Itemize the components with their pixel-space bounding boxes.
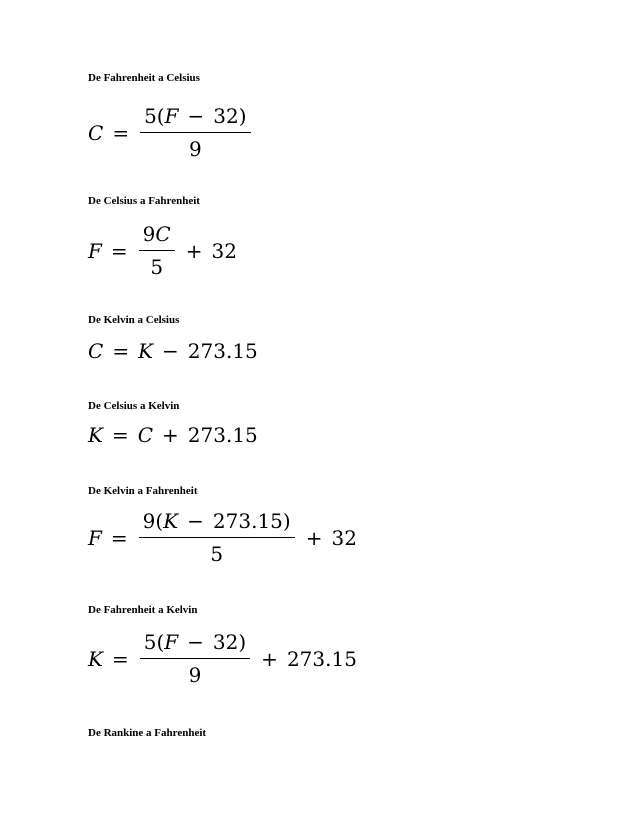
equals-sign: = xyxy=(111,646,129,671)
fraction-numerator: 5(F − 32) xyxy=(144,104,247,128)
formula-variable: K xyxy=(88,646,103,671)
section-heading: De Fahrenheit a Kelvin xyxy=(88,604,198,616)
plus-sign: + xyxy=(185,238,203,263)
formula-variable: C xyxy=(88,339,104,363)
formula-variable: K xyxy=(138,339,154,363)
fraction-denominator: 5 xyxy=(210,542,224,566)
formula-kelvin-to-fahrenheit xyxy=(88,509,357,566)
section-heading: De Kelvin a Fahrenheit xyxy=(88,485,198,497)
fraction xyxy=(140,630,250,687)
section-heading: De Kelvin a Celsius xyxy=(88,314,180,326)
section-heading: De Celsius a Kelvin xyxy=(88,400,180,412)
section-heading: De Rankine a Fahrenheit xyxy=(88,727,207,739)
formula-variable: C xyxy=(88,120,104,145)
fraction-denominator: 5 xyxy=(150,255,164,279)
fraction-numerator: 9C xyxy=(142,222,171,246)
formula-constant: 32 xyxy=(331,525,357,550)
formula-constant: 273.15 xyxy=(286,646,357,671)
section-heading: De Celsius a Fahrenheit xyxy=(88,195,200,207)
fraction-numerator: 9(K − 273.15) xyxy=(142,509,291,533)
equals-sign: = xyxy=(110,525,128,550)
equals-sign: = xyxy=(112,339,130,363)
fraction xyxy=(140,104,250,161)
formula-constant: 32 xyxy=(211,238,237,263)
section-heading: De Fahrenheit a Celsius xyxy=(88,72,200,84)
formula-variable: K xyxy=(88,423,103,447)
formula-fahrenheit-to-kelvin xyxy=(88,630,357,687)
equals-sign: = xyxy=(110,238,128,263)
fraction xyxy=(139,222,175,279)
formula-celsius-to-kelvin xyxy=(88,423,258,447)
plus-sign: + xyxy=(305,525,323,550)
formula-variable: F xyxy=(88,238,102,263)
fraction-numerator: 5(F − 32) xyxy=(143,630,247,654)
fraction-denominator: 9 xyxy=(188,663,202,687)
formula-kelvin-to-celsius xyxy=(88,339,258,363)
equals-sign: = xyxy=(112,120,130,145)
formula-fahrenheit-to-celsius xyxy=(88,104,253,161)
equals-sign: = xyxy=(111,423,129,447)
formula-variable: C xyxy=(137,423,154,447)
formula-variable: F xyxy=(88,525,102,550)
plus-sign: + xyxy=(162,423,179,447)
formula-constant: 273.15 xyxy=(187,339,258,363)
fraction-denominator: 9 xyxy=(188,137,202,161)
minus-sign: − xyxy=(162,339,179,363)
formula-celsius-to-fahrenheit xyxy=(88,222,237,279)
plus-sign: + xyxy=(261,646,278,671)
fraction xyxy=(139,509,295,566)
formula-constant: 273.15 xyxy=(187,423,258,447)
